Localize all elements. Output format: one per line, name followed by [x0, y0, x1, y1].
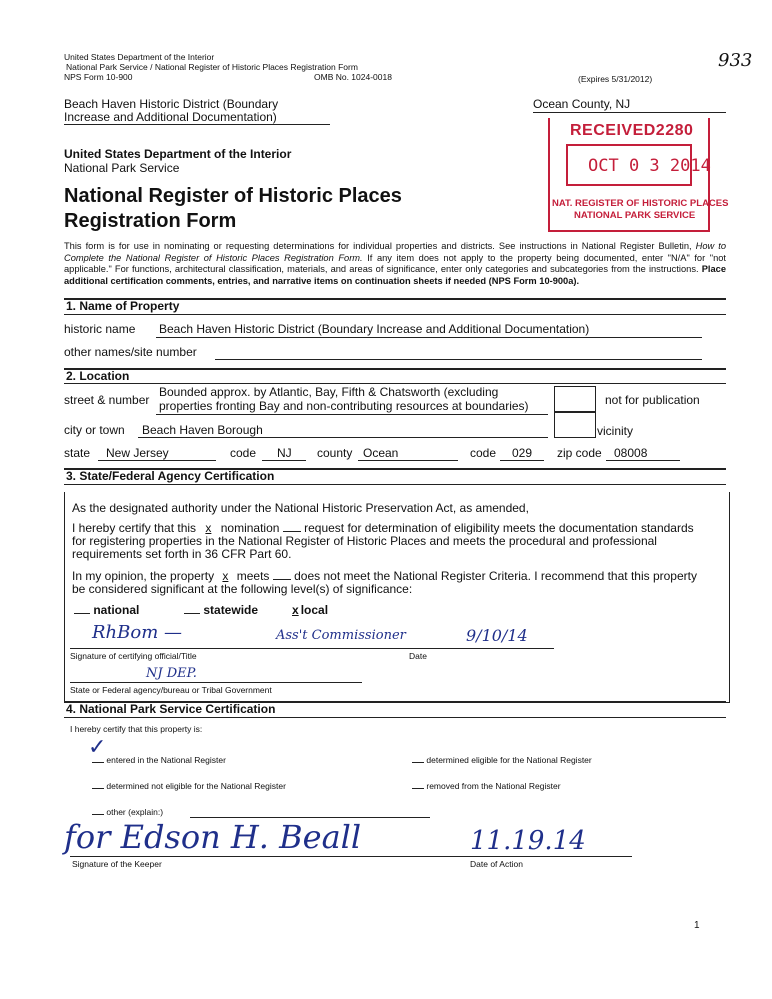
section4-title: 4. National Park Service Certification — [66, 702, 276, 716]
other-names-field[interactable] — [215, 359, 702, 360]
street-label: street & number — [64, 393, 150, 407]
s3-handwritten-signature: RhBom — — [92, 622, 182, 643]
state-label: state — [64, 446, 91, 460]
section2-title: 2. Location — [66, 369, 130, 383]
header-omb: OMB No. 1024-0018 — [314, 72, 392, 82]
s3-certify-a: I hereby certify that this — [72, 521, 200, 535]
county-state: Ocean County, NJ — [533, 97, 631, 111]
s3-not-meet-blank[interactable] — [273, 579, 291, 580]
other-names-label: other names/site number — [64, 345, 197, 359]
property-name-rule — [64, 124, 330, 125]
state-code-value[interactable]: NJ — [277, 446, 292, 460]
city-value[interactable]: Beach Haven Borough — [142, 423, 263, 437]
section1-title: 1. Name of Property — [66, 299, 180, 313]
s4-opt-not-eligible-label: determined not eligible for the National Register — [106, 781, 286, 791]
county-rule — [358, 460, 458, 461]
s3-handwritten-date: 9/10/14 — [466, 626, 528, 645]
section2-header — [64, 368, 726, 384]
s3-agency-line[interactable] — [70, 682, 362, 683]
section3-title: 3. State/Federal Agency Certification — [66, 469, 275, 483]
county-label: county — [317, 446, 353, 460]
header-service-form: National Park Service / National Register of Historic Places Registration Form — [66, 62, 358, 72]
state-code-label: code — [230, 446, 257, 460]
handwritten-page-number: 933 — [718, 50, 753, 71]
section3-header — [64, 468, 726, 484]
stamp-line1: NAT. REGISTER OF HISTORIC PLACES — [552, 198, 729, 209]
s4-check-mark: ✓ — [88, 735, 107, 760]
s3-signature-line[interactable] — [70, 648, 554, 649]
header-form-number: NPS Form 10-900 — [64, 72, 133, 82]
zip-label: zip code — [557, 446, 602, 460]
s3-opinion-c: does not meet the National Register Criteria. I recommend that this property — [290, 569, 697, 583]
s3-certify-line3: requirements set forth in 36 CFR Part 60. — [72, 547, 292, 561]
s3-opinion-line1 — [72, 569, 697, 583]
s4-handwritten-date: 11.19.14 — [470, 826, 586, 856]
stamp-date-frame — [566, 144, 711, 186]
s4-keeper-signature-line[interactable] — [70, 856, 632, 857]
intro-text-a: This form is for use in nominating or requesting determinations for individual properties and districts. See instructions in National Register Bulletin, — [64, 241, 696, 251]
section1-header — [64, 298, 726, 314]
zip-rule — [606, 460, 680, 461]
level-local-label: local — [300, 603, 329, 617]
not-for-publication-checkbox[interactable] — [554, 386, 596, 412]
s4-opt-removed[interactable] — [412, 781, 561, 791]
state-value[interactable]: New Jersey — [106, 446, 169, 460]
historic-name-label: historic name — [64, 322, 136, 336]
s4-opt-other[interactable] — [92, 807, 163, 817]
section4-header — [64, 701, 726, 717]
s3-certify-line1 — [72, 521, 694, 535]
level-statewide[interactable] — [184, 603, 258, 617]
county-value[interactable]: Ocean — [363, 446, 399, 460]
street-line1[interactable]: Bounded approx. by Atlantic, Bay, Fifth & Chatsworth (excluding — [159, 385, 499, 399]
county-code-value[interactable]: 029 — [512, 446, 533, 460]
property-name-line2: Increase and Additional Documentation) — [64, 110, 277, 124]
s3-handwritten-agency: NJ DEP. — [146, 666, 197, 681]
s4-opt-determined-eligible-label: determined eligible for the National Register — [426, 755, 592, 765]
level-statewide-label: statewide — [203, 603, 259, 617]
historic-name-value[interactable]: Beach Haven Historic District (Boundary Increase and Additional Documentation) — [159, 322, 590, 336]
intro-bulletin-title: How to Complete the National Register of Historic Places Registration Form. — [64, 241, 726, 263]
s3-nomination-mark[interactable]: x — [205, 521, 212, 535]
level-local[interactable] — [290, 603, 328, 617]
county-state-rule — [533, 112, 726, 113]
s3-opinion-a: In my opinion, the property — [72, 569, 218, 583]
s4-intro: I hereby certify that this property is: — [70, 724, 203, 734]
historic-name-rule — [156, 337, 702, 338]
level-national-label: national — [93, 603, 140, 617]
title-service: National Park Service — [64, 161, 180, 175]
level-local-mark: x — [292, 603, 299, 617]
street-line2[interactable]: properties fronting Bay and non-contributing resources at boundaries) — [159, 399, 529, 413]
s4-opt-other-label: other (explain:) — [106, 807, 164, 817]
s3-meets-mark[interactable]: x — [222, 569, 229, 583]
s3-certify-c: request for determination of eligibility meets the documentation standards — [300, 521, 694, 535]
s4-opt-entered-label: entered in the National Register — [106, 755, 226, 765]
intro-continuation-note: Place additional certification comments, entries, and narrative items on continuation sheets if needed (NPS Form 10-900a). — [64, 264, 726, 286]
stamp-date: OCT 0 3 2014 — [588, 156, 711, 176]
vicinity-checkbox[interactable] — [554, 412, 596, 438]
received-stamp — [548, 118, 729, 232]
s3-authority: As the designated authority under the National Historic Preservation Act, as amended, — [72, 501, 529, 515]
s3-certify-line2: for registering properties in the National Register of Historic Places and meets the procedural and professional — [72, 534, 657, 548]
title-dept: United States Department of the Interior — [64, 147, 292, 161]
s3-handwritten-title: Ass't Commissioner — [276, 628, 406, 643]
property-name-line1: Beach Haven Historic District (Boundary — [64, 97, 279, 111]
zip-value[interactable]: 08008 — [614, 446, 648, 460]
s3-opinion-line2: be considered significant at the following level(s) of significance: — [72, 582, 413, 596]
county-code-rule — [500, 460, 544, 461]
page-number: 1 — [694, 920, 700, 931]
form-title-line1: National Register of Historic Places — [64, 185, 402, 207]
s3-date-label: Date — [409, 651, 427, 661]
s4-keeper-label: Signature of the Keeper — [72, 859, 162, 869]
state-rule — [98, 460, 216, 461]
s4-opt-removed-label: removed from the National Register — [426, 781, 561, 791]
s4-opt-determined-eligible[interactable] — [412, 755, 592, 765]
s3-certify-b: nomination — [217, 521, 283, 535]
s3-agency-label: State or Federal agency/bureau or Tribal Government — [70, 685, 272, 695]
s3-signature-label: Signature of certifying official/Title — [70, 651, 197, 661]
city-label: city or town — [64, 423, 125, 437]
s3-opinion-b: meets — [233, 569, 273, 583]
form-title-line2: Registration Form — [64, 210, 237, 232]
header-dept: United States Department of the Interior — [64, 52, 215, 62]
county-code-label: code — [470, 446, 497, 460]
s4-opt-entered[interactable] — [92, 755, 226, 765]
header-expires: (Expires 5/31/2012) — [578, 74, 653, 84]
s4-handwritten-keeper-signature: for Edson H. Beall — [64, 818, 362, 856]
street-rule — [156, 414, 548, 415]
intro-text-c: If any item does not apply to the property being documented, enter "N/A" for "not applicable." For functions, architectural classification, materials, and areas of significance, enter only categories and subcategories from the instructions. — [64, 252, 727, 274]
s4-opt-not-eligible[interactable] — [92, 781, 286, 791]
city-rule — [138, 437, 548, 438]
s3-request-blank[interactable] — [283, 531, 301, 532]
stamp-received: RECEIVED2280 — [570, 122, 694, 139]
vicinity-label: vicinity — [597, 424, 634, 438]
s4-date-of-action-label: Date of Action — [470, 859, 523, 869]
state-code-rule — [262, 460, 306, 461]
stamp-line2: NATIONAL PARK SERVICE — [574, 210, 696, 221]
not-for-publication-label: not for publication — [605, 393, 700, 407]
intro-paragraph — [64, 241, 726, 287]
level-national[interactable] — [74, 603, 139, 617]
